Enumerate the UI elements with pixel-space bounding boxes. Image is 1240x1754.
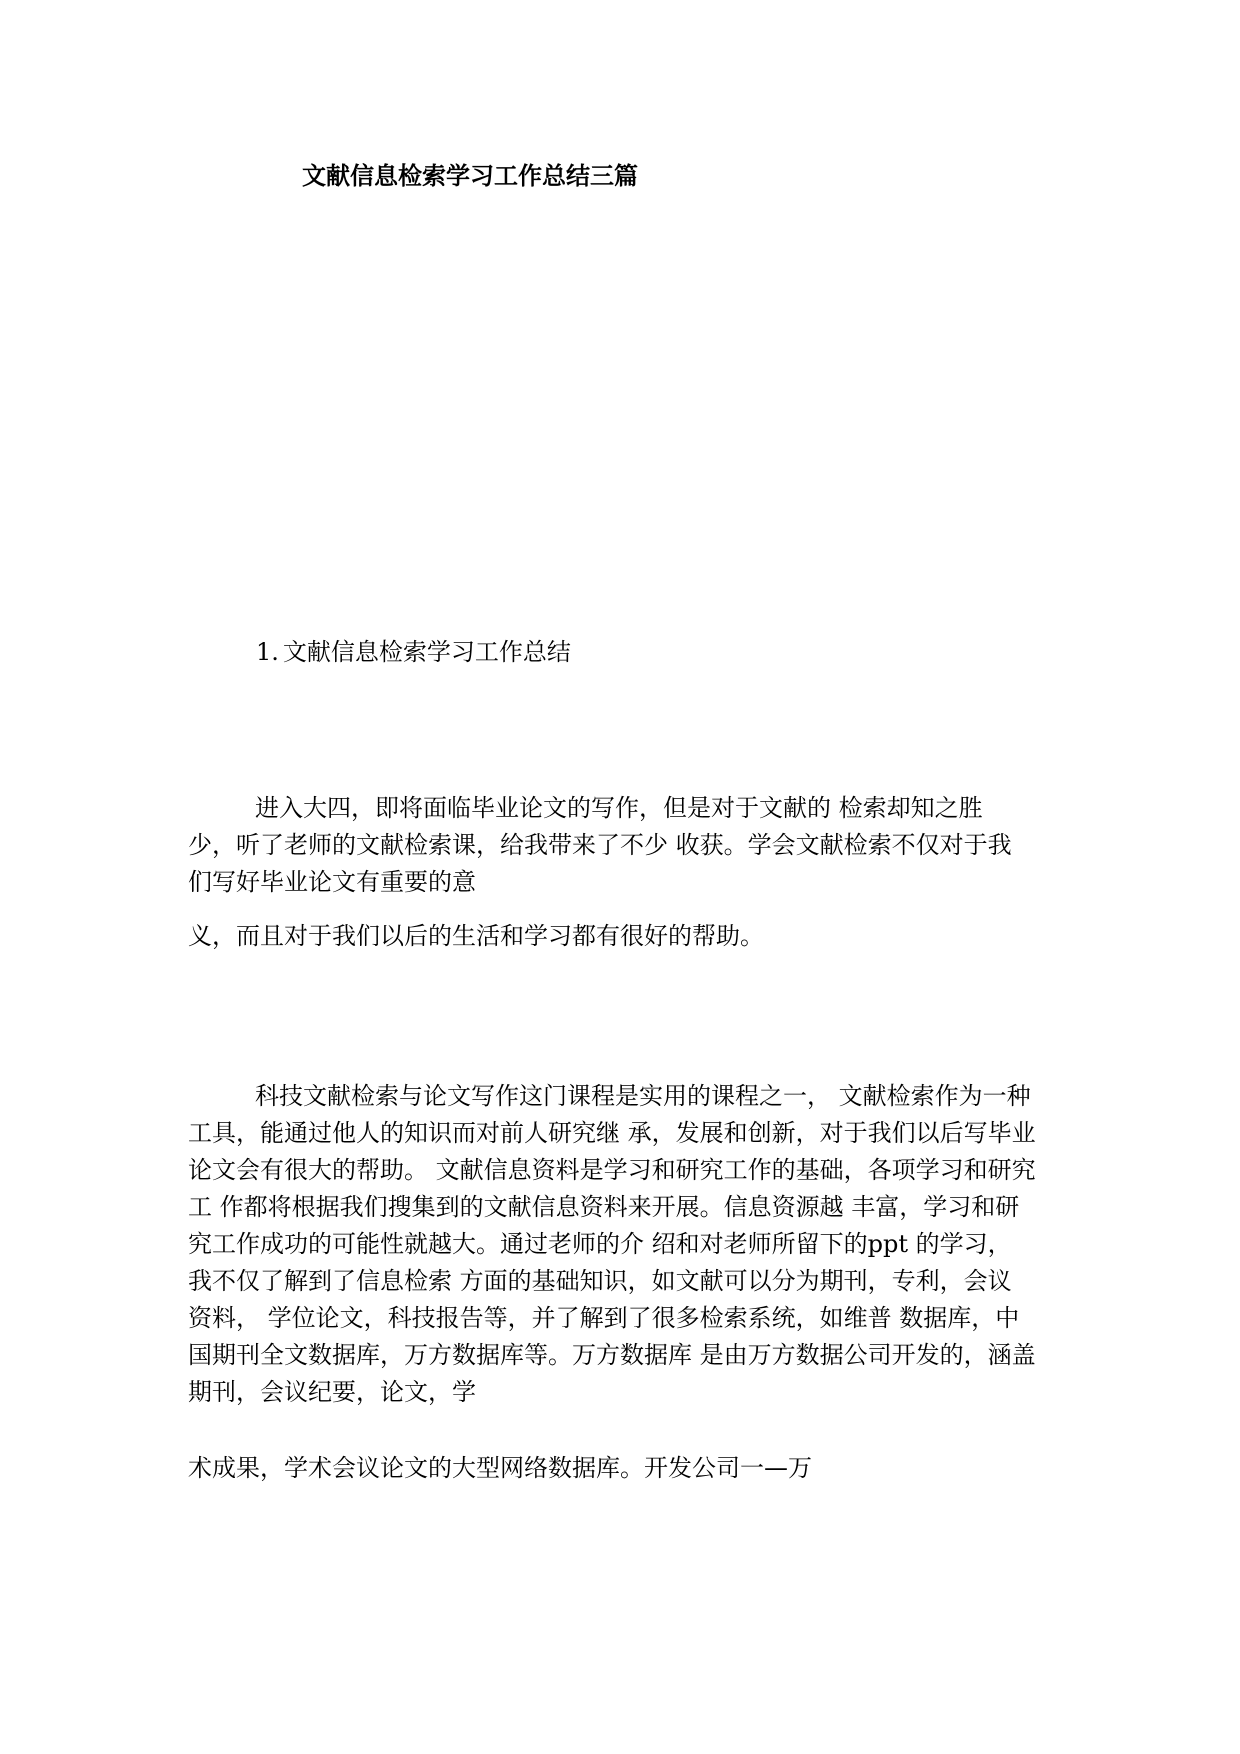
paragraph-2-line-7: 资料， 学位论文，科技报告等，并了解到了很多检索系统，如维普 数据库，中 <box>188 1304 1020 1332</box>
paragraph-2-continued <box>188 1450 1068 1487</box>
paragraph-2-line-4: 工 作都将根据我们搜集到的文献信息资料来开展。信息资源越 丰富，学习和研 <box>188 1193 1020 1221</box>
paragraph-1-continued-line: 义，而且对于我们以后的生活和学习都有很好的帮助。 <box>188 922 764 950</box>
paragraph-1 <box>188 790 1068 901</box>
paragraph-1-line-1: 进入大四，即将面临毕业论文的写作，但是对于文献的 检索却知之胜 <box>255 794 983 822</box>
paragraph-2-line-8: 国期刊全文数据库，万方数据库等。万方数据库 是由万方数据公司开发的，涵盖 <box>188 1341 1036 1369</box>
paragraph-2-line-9: 期刊，会议纪要，论文，学 <box>188 1378 476 1406</box>
paragraph-2-line-2: 工具，能通过他人的知识而对前人研究继 承，发展和创新，对于我们以后写毕业 <box>188 1119 1036 1147</box>
section-heading <box>256 632 571 667</box>
paragraph-1-line-2: 少，听了老师的文献检索课，给我带来了不少 收获。学会文献检索不仅对于我 <box>188 831 1012 859</box>
paragraph-1-line-3: 们写好毕业论文有重要的意 <box>188 868 476 896</box>
paragraph-2-line-3: 论文会有很大的帮助。 文献信息资料是学习和研究工作的基础，各项学习和研究 <box>188 1156 1036 1184</box>
section-number: 1. <box>256 638 279 666</box>
document-title: 文献信息检索学习工作总结三篇 <box>302 162 638 190</box>
paragraph-2-continued-line: 术成果，学术会议论文的大型网络数据库。开发公司一—万 <box>188 1454 812 1482</box>
paragraph-2-line-5 <box>188 1226 1068 1263</box>
paragraph-2-line-6: 我不仅了解到了信息检索 方面的基础知识，如文献可以分为期刊，专利，会议 <box>188 1267 1012 1295</box>
section-heading-text: 文献信息检索学习工作总结 <box>282 638 571 666</box>
paragraph-1-continued <box>188 918 1068 955</box>
ppt-word: ppt <box>867 1230 909 1258</box>
paragraph-2-line-1: 科技文献检索与论文写作这门课程是实用的课程之一， 文献检索作为一种 <box>255 1082 1031 1110</box>
paragraph-2-line-5-tail: 的学习， <box>908 1230 1012 1258</box>
paragraph-2 <box>188 1078 1068 1411</box>
paragraph-2-line-5-text: 究工作成功的可能性就越大。通过老师的介 绍和对老师所留下的 <box>188 1230 868 1258</box>
